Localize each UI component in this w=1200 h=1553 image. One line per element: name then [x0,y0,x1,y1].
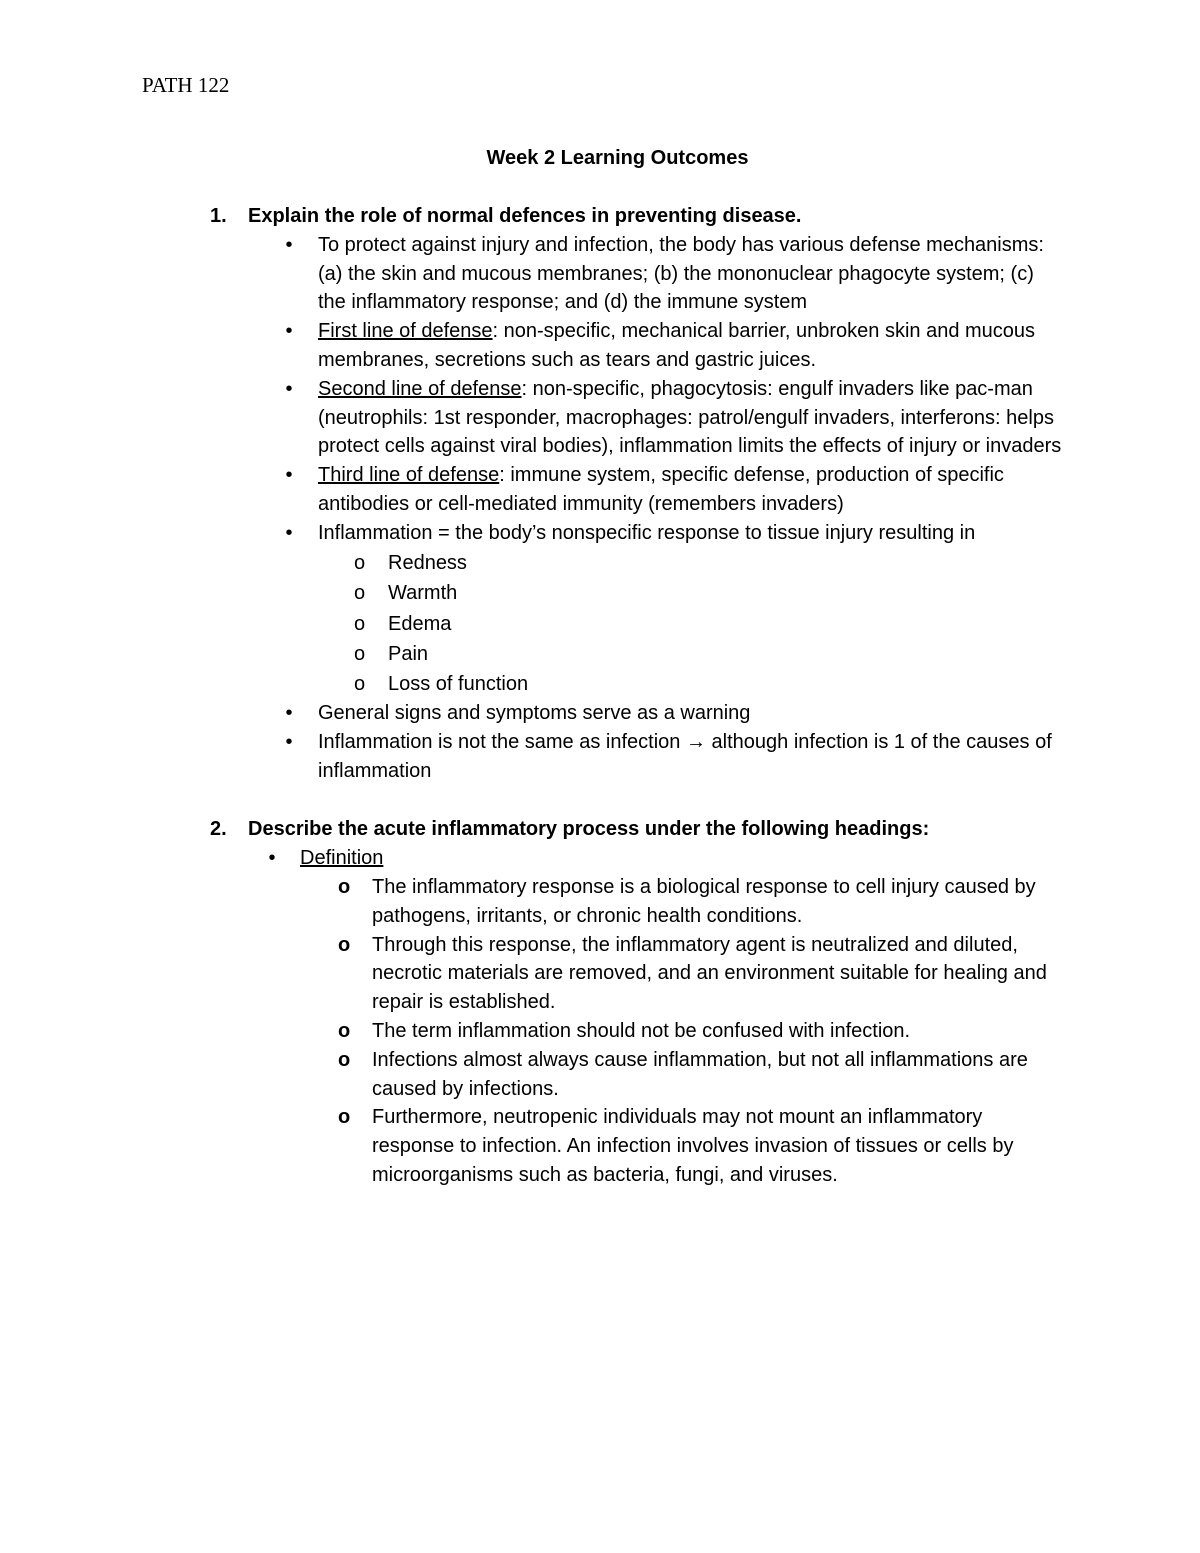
bullet-icon: • [285,521,293,544]
sign-item-edema [0,610,1068,639]
definition-point [0,931,1062,1017]
second-line-text: : non-specific, phagocytosis: engulf invaders like pac-man (neutrophils: 1st responder, macrophages: patrol/engulf invaders, interferons: helps protect cells against viral bodies), inflammation limits the effects of injury or invaders [318,377,1062,458]
definition-point-text: Infections almost always cause inflammation, but not all inflammations are caused by infections. [372,1048,1028,1100]
bullet-icon: • [285,730,293,753]
bullet-icon: • [285,702,293,725]
section-1-heading-text: Explain the role of normal defences in preventing disease. [248,205,802,227]
bullet-icon: • [285,464,293,487]
bullet-icon: • [285,377,293,400]
sign-text: Edema [388,612,452,635]
second-line-label: Second line of defense [318,377,522,400]
circle-bullet-icon: o [354,612,366,635]
circle-bullet-icon: o [338,876,351,899]
section-2-heading [0,815,1200,844]
circle-bullet-icon: o [338,933,351,956]
sign-item-redness [0,549,1068,578]
general-signs-text: General signs and symptoms serve as a warning [318,702,751,725]
sign-text: Pain [388,642,429,665]
section-2-heading-text: Describe the acute inflammatory process under the following headings: [248,818,930,841]
list-item [0,231,1063,317]
page-title: Week 2 Learning Outcomes [486,147,749,169]
definition-point-text: The inflammatory response is a biological response to cell injury caused by pathogens, irritants, or chronic health conditions. [372,876,1036,927]
circle-bullet-icon: o [354,552,366,575]
circle-bullet-icon: o [354,673,366,696]
bullet-icon: • [268,847,276,870]
circle-bullet-icon: o [338,1106,351,1129]
third-line-label: Third line of defense [318,464,500,487]
circle-bullet-icon: o [354,582,366,605]
not-same-text-b: although infection is 1 of the causes of inflammation [318,730,1052,782]
document-body [0,202,1200,1190]
sign-text: Redness [388,552,467,575]
sign-item-warmth [0,579,1068,608]
bullet-icon: • [285,320,293,343]
definition-point [0,1017,1062,1046]
circle-bullet-icon: o [338,1020,351,1043]
first-line-label: First line of defense [318,320,493,343]
definition-point-text: Through this response, the inflammatory agent is neutralized and diluted, necrotic materials are removed, and an environment suitable for healing and repair is established. [372,933,1047,1014]
defense-mechanisms-text: To protect against injury and infection, the body has various defense mechanisms: (a) the skin and mucous membranes; (b) the mononuclear phagocyte system; (c) the inflammatory response; and (d) the immune system [318,233,1044,314]
definition-point-text: Furthermore, neutropenic individuals may not mount an inflammatory response to infection. An infection involves invasion of tissues or cells by microorganisms such as bacteria, fungi, and viruses. [372,1106,1014,1186]
sign-item-pain [0,640,1068,669]
circle-bullet-icon: o [338,1048,351,1071]
circle-bullet-icon: o [354,642,366,665]
course-code-header: PATH 122 [142,73,230,97]
not-same-text-a: Inflammation is not the same as infection [318,730,681,753]
section-1-heading [0,202,1200,231]
definition-label: Definition [300,847,384,870]
definition-subheading [0,844,1200,873]
definition-point [0,1103,1062,1189]
list-item [0,728,1063,786]
first-line-text: : non-specific, mechanical barrier, unbroken skin and mucous membranes, secretions such as tears and gastric juices. [318,320,1036,371]
inflammation-definition-text: Inflammation = the body’s nonspecific response to tissue injury resulting in [318,521,976,544]
list-item [0,375,1063,461]
sign-text: Warmth [388,582,458,605]
section-1-number: 1. [210,205,227,227]
sign-text: Loss of function [388,673,529,696]
section-2-number: 2. [210,818,227,841]
third-line-text: : immune system, specific defense, production of specific antibodies or cell-mediated immunity (remembers invaders) [318,464,1004,515]
definition-point-text: The term inflammation should not be confused with infection. [372,1020,911,1043]
definition-point [0,1046,1062,1104]
section-spacer [0,785,1200,815]
sign-item-loss-of-function [0,670,1068,699]
definition-point [0,873,1062,931]
list-item [0,317,1063,375]
bullet-icon: • [285,233,293,256]
arrow-right-icon: → [685,730,706,753]
list-item [0,519,1063,548]
list-item [0,461,1063,519]
list-item [0,699,1063,728]
